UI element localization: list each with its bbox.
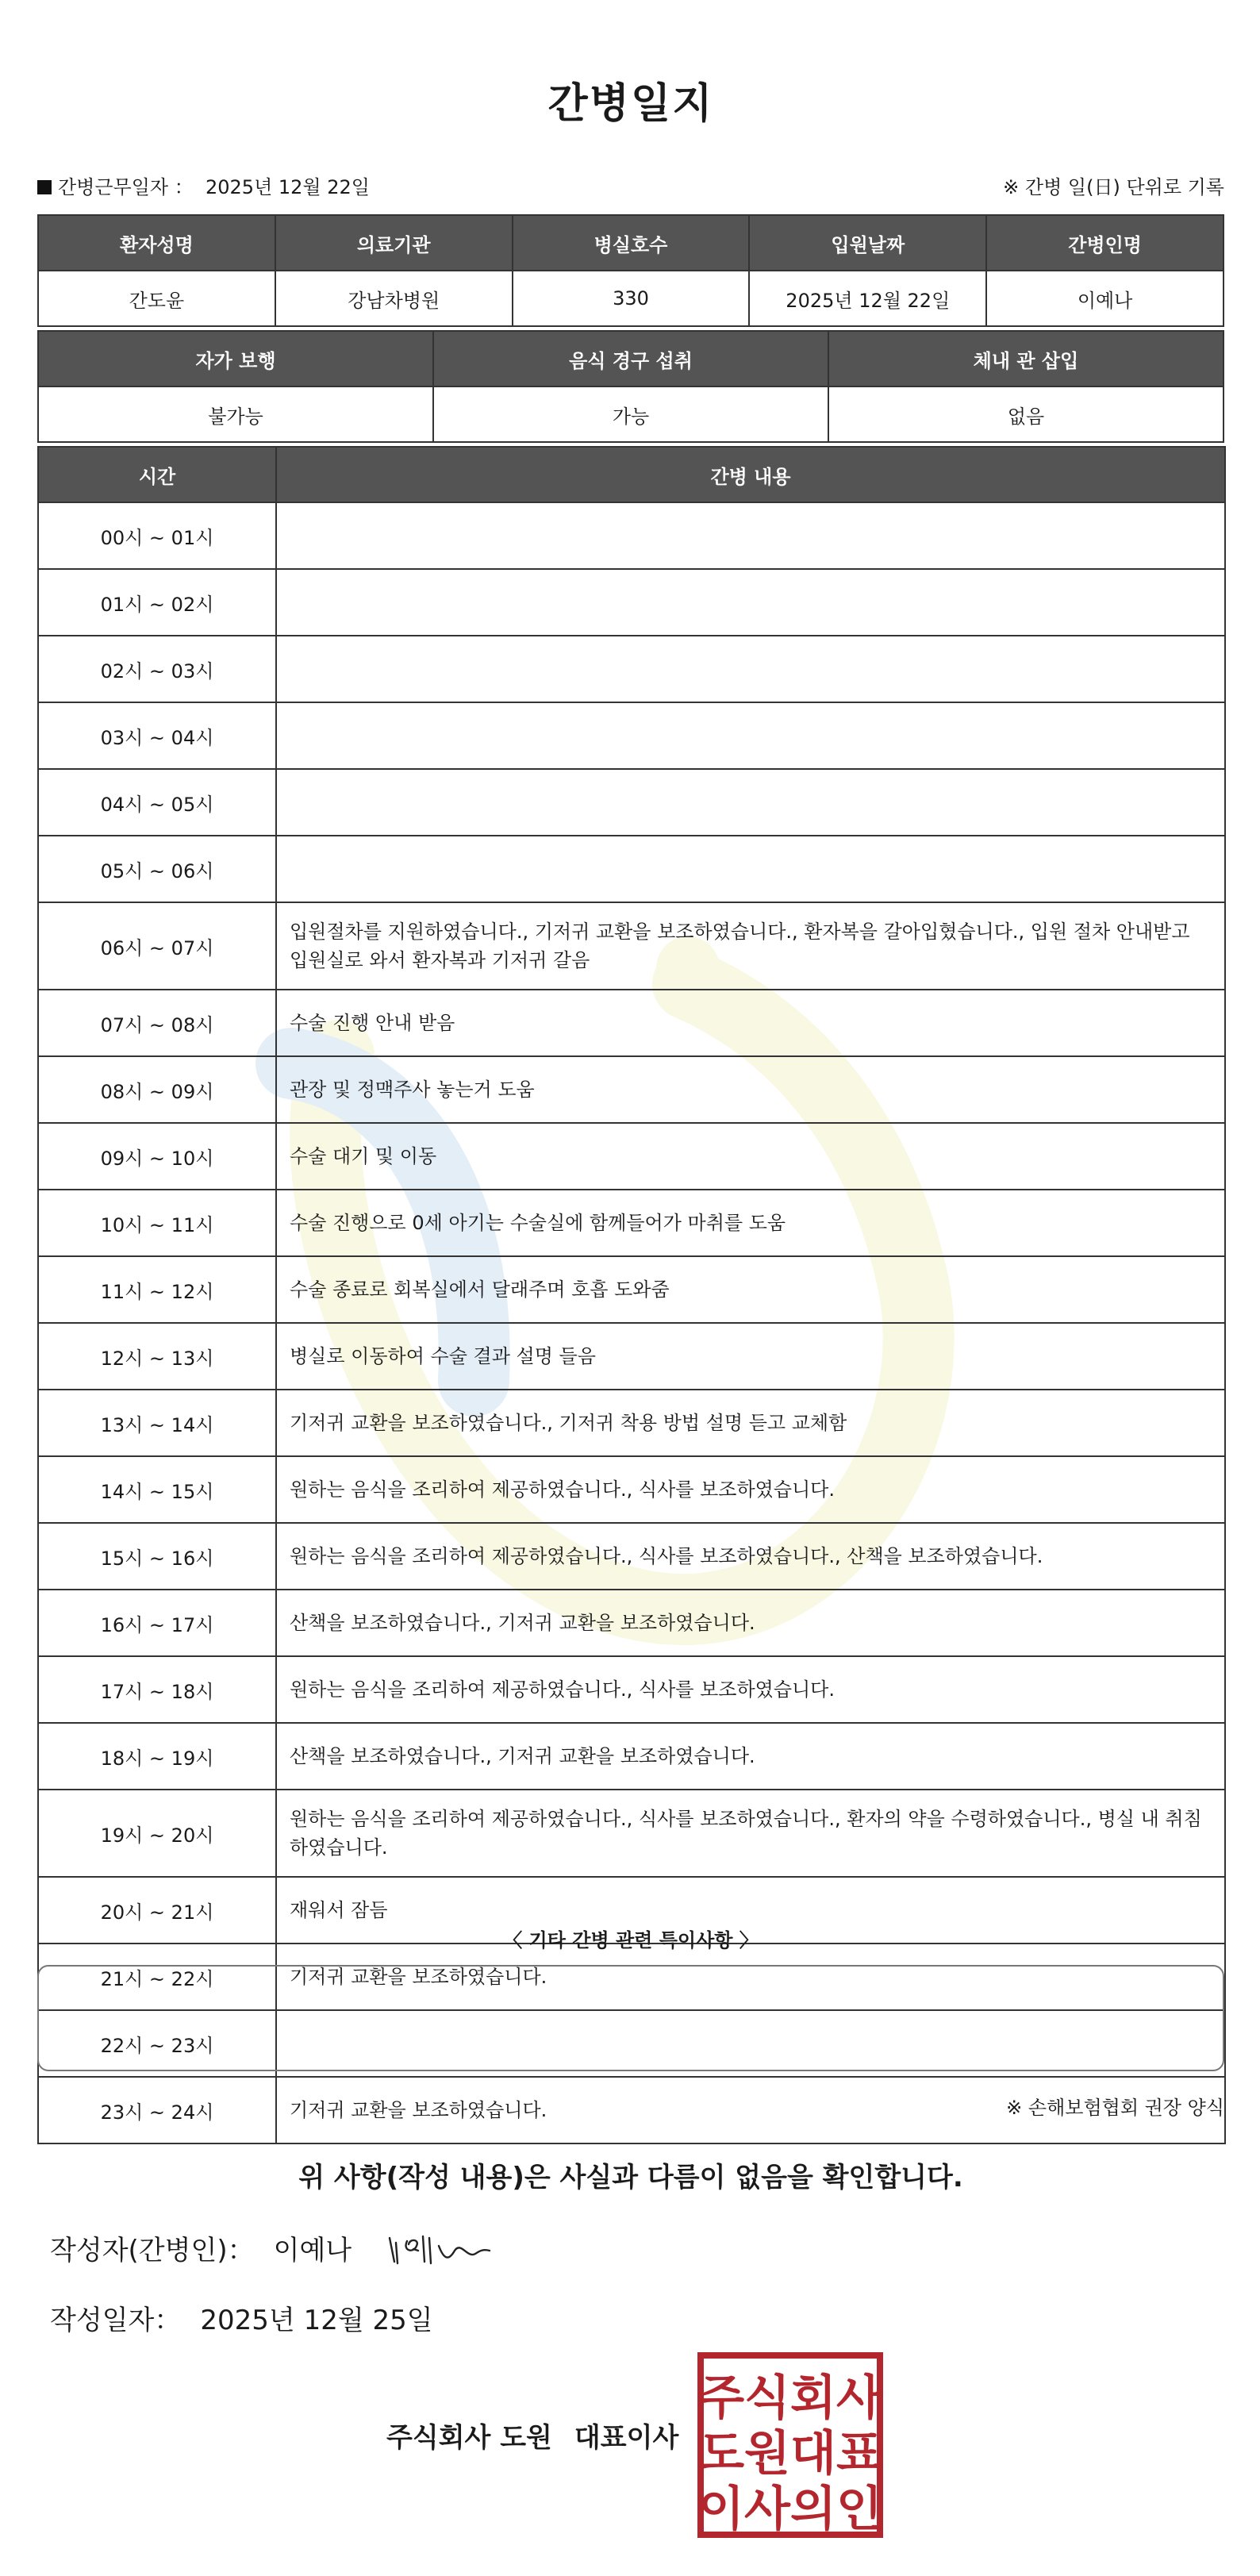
row-time: 18시 ~ 19시 bbox=[38, 1723, 276, 1790]
patient-name: 간도윤 bbox=[38, 271, 275, 326]
row-content: 기저귀 교환을 보조하였습니다. bbox=[276, 1944, 1225, 2010]
seal-line-3: 이사의인 bbox=[698, 2482, 882, 2537]
notes-box bbox=[37, 1965, 1224, 2071]
row-content bbox=[276, 502, 1225, 569]
table-row bbox=[38, 1123, 1225, 1190]
hospital-name: 강남차병원 bbox=[275, 271, 513, 326]
row-content bbox=[276, 569, 1225, 636]
company-name: 주식회사 도원 bbox=[386, 2422, 552, 2454]
row-content: 수술 종료로 회복실에서 달래주며 호흡 도와줌 bbox=[276, 1256, 1225, 1323]
header-time: 시간 bbox=[38, 447, 276, 502]
handwritten-signature bbox=[378, 2227, 505, 2274]
meta-row bbox=[37, 171, 1224, 203]
written-date-line bbox=[50, 2298, 433, 2337]
row-time: 07시 ~ 08시 bbox=[38, 990, 276, 1056]
row-time: 15시 ~ 16시 bbox=[38, 1523, 276, 1590]
table-row bbox=[38, 702, 1225, 769]
company-signature bbox=[386, 2416, 678, 2455]
row-content: 원하는 음식을 조리하여 제공하였습니다., 식사를 보조하였습니다., 환자의 약을 수령하였습니다., 병실 내 취침하였습니다. bbox=[276, 1790, 1225, 1877]
confirm-statement: 위 사항(작성 내용)은 사실과 다름이 없음을 확인합니다. bbox=[298, 2162, 963, 2193]
header-walking: 자가 보행 bbox=[38, 331, 433, 386]
author-name: 이예나 bbox=[273, 2235, 352, 2266]
table-row bbox=[38, 1056, 1225, 1123]
recommend-note: ※ 손해보험협회 권장 양식 bbox=[1006, 2097, 1224, 2119]
document-title: 간병일지 bbox=[547, 80, 714, 128]
written-date-value: 2025년 12월 25일 bbox=[200, 2305, 433, 2336]
table-row bbox=[38, 636, 1225, 702]
row-time: 23시 ~ 24시 bbox=[38, 2077, 276, 2143]
table-row bbox=[38, 1523, 1225, 1590]
row-content: 산책을 보조하였습니다., 기저귀 교환을 보조하였습니다. bbox=[276, 1590, 1225, 1656]
row-content: 산책을 보조하였습니다., 기저귀 교환을 보조하였습니다. bbox=[276, 1723, 1225, 1790]
row-content: 입원절차를 지원하였습니다., 기저귀 교환을 보조하였습니다., 환자복을 갈아입혔습니다., 입원 절차 안내받고 입원실로 와서 환자복과 기저귀 갈음 bbox=[276, 902, 1225, 990]
seal-line-1: 주식회사 bbox=[698, 2370, 882, 2426]
row-time: 09시 ~ 10시 bbox=[38, 1123, 276, 1190]
row-time: 20시 ~ 21시 bbox=[38, 1877, 276, 1944]
work-date-label: 간병근무일자 ： bbox=[58, 176, 194, 198]
row-time: 19시 ~ 20시 bbox=[38, 1790, 276, 1877]
row-content bbox=[276, 702, 1225, 769]
row-time: 12시 ~ 13시 bbox=[38, 1323, 276, 1390]
care-log-table bbox=[37, 446, 1226, 2144]
row-time: 00시 ~ 01시 bbox=[38, 502, 276, 569]
row-content: 기저귀 교환을 보조하였습니다., 기저귀 착용 방법 설명 듣고 교체함 bbox=[276, 1390, 1225, 1456]
header-oral-intake: 음식 경구 섭취 bbox=[433, 331, 828, 386]
table-row bbox=[38, 902, 1225, 990]
row-content: 병실로 이동하여 수술 결과 설명 들음 bbox=[276, 1323, 1225, 1390]
seal-line-2: 도원대표 bbox=[698, 2426, 882, 2482]
row-content: 관장 및 정맥주사 놓는거 도움 bbox=[276, 1056, 1225, 1123]
header-care-content: 간병 내용 bbox=[276, 447, 1225, 502]
table-row bbox=[38, 1723, 1225, 1790]
row-time: 02시 ~ 03시 bbox=[38, 636, 276, 702]
square-bullet-icon bbox=[37, 180, 52, 194]
row-content: 수술 대기 및 이동 bbox=[276, 1123, 1225, 1190]
table-row bbox=[38, 1323, 1225, 1390]
caregiver-name: 이예나 bbox=[986, 271, 1224, 326]
row-time: 05시 ~ 06시 bbox=[38, 836, 276, 902]
header-hospital: 의료기관 bbox=[275, 215, 513, 271]
written-date-label: 작성일자： bbox=[50, 2305, 182, 2336]
row-time: 10시 ~ 11시 bbox=[38, 1190, 276, 1256]
unit-note: ※ 간병 일(日) 단위로 기록 bbox=[1003, 176, 1224, 198]
table-row bbox=[38, 1256, 1225, 1323]
row-content: 수술 진행으로 0세 아기는 수술실에 함께들어가 마취를 도움 bbox=[276, 1190, 1225, 1256]
table-row bbox=[38, 569, 1225, 636]
row-time: 17시 ~ 18시 bbox=[38, 1656, 276, 1723]
row-time: 13시 ~ 14시 bbox=[38, 1390, 276, 1456]
table-row bbox=[38, 1190, 1225, 1256]
patient-status-table bbox=[37, 330, 1224, 443]
row-content: 재워서 잠듬 bbox=[276, 1877, 1225, 1944]
row-content: 수술 진행 안내 받음 bbox=[276, 990, 1225, 1056]
table-row bbox=[38, 836, 1225, 902]
author-line bbox=[50, 2228, 351, 2267]
header-room-number: 병실호수 bbox=[513, 215, 750, 271]
row-content: 원하는 음식을 조리하여 제공하였습니다., 식사를 보조하였습니다., 산책을 보조하였습니다. bbox=[276, 1523, 1225, 1590]
row-time: 14시 ~ 15시 bbox=[38, 1456, 276, 1523]
row-time: 11시 ~ 12시 bbox=[38, 1256, 276, 1323]
row-time: 06시 ~ 07시 bbox=[38, 902, 276, 990]
oral-intake-value: 가능 bbox=[433, 386, 828, 442]
row-time: 01시 ~ 02시 bbox=[38, 569, 276, 636]
header-caregiver-name: 간병인명 bbox=[986, 215, 1224, 271]
author-label: 작성자(간병인)： bbox=[50, 2235, 255, 2266]
row-time: 04시 ~ 05시 bbox=[38, 769, 276, 836]
row-time: 22시 ~ 23시 bbox=[38, 2010, 276, 2077]
row-time: 08시 ~ 09시 bbox=[38, 1056, 276, 1123]
row-time: 03시 ~ 04시 bbox=[38, 702, 276, 769]
admission-date: 2025년 12월 22일 bbox=[749, 271, 986, 326]
row-time: 16시 ~ 17시 bbox=[38, 1590, 276, 1656]
row-content: 기저귀 교환을 보조하였습니다. bbox=[276, 2077, 1225, 2143]
tube-value: 없음 bbox=[828, 386, 1224, 442]
table-row bbox=[38, 769, 1225, 836]
row-content bbox=[276, 636, 1225, 702]
patient-info-table bbox=[37, 214, 1224, 327]
work-date-value: 2025년 12월 22일 bbox=[206, 176, 370, 198]
row-content bbox=[276, 769, 1225, 836]
work-date bbox=[37, 171, 370, 199]
table-row bbox=[38, 1390, 1225, 1456]
table-row bbox=[38, 1656, 1225, 1723]
table-row bbox=[38, 1590, 1225, 1656]
row-time: 21시 ~ 22시 bbox=[38, 1944, 276, 2010]
walking-value: 불가능 bbox=[38, 386, 433, 442]
table-row bbox=[38, 502, 1225, 569]
row-content: 원하는 음식을 조리하여 제공하였습니다., 식사를 보조하였습니다. bbox=[276, 1456, 1225, 1523]
table-row bbox=[38, 1456, 1225, 1523]
company-seal bbox=[696, 2351, 885, 2539]
header-tube: 체내 관 삽입 bbox=[828, 331, 1224, 386]
notes-title: 〈 기타 간병 관련 특이사항 〉 bbox=[503, 1929, 759, 1951]
row-content bbox=[276, 836, 1225, 902]
room-number: 330 bbox=[513, 271, 750, 326]
table-row bbox=[38, 990, 1225, 1056]
row-content: 원하는 음식을 조리하여 제공하였습니다., 식사를 보조하였습니다. bbox=[276, 1656, 1225, 1723]
rep-title: 대표이사 bbox=[574, 2422, 679, 2454]
header-admission-date: 입원날짜 bbox=[749, 215, 986, 271]
header-patient-name: 환자성명 bbox=[38, 215, 275, 271]
table-row bbox=[38, 1790, 1225, 1877]
